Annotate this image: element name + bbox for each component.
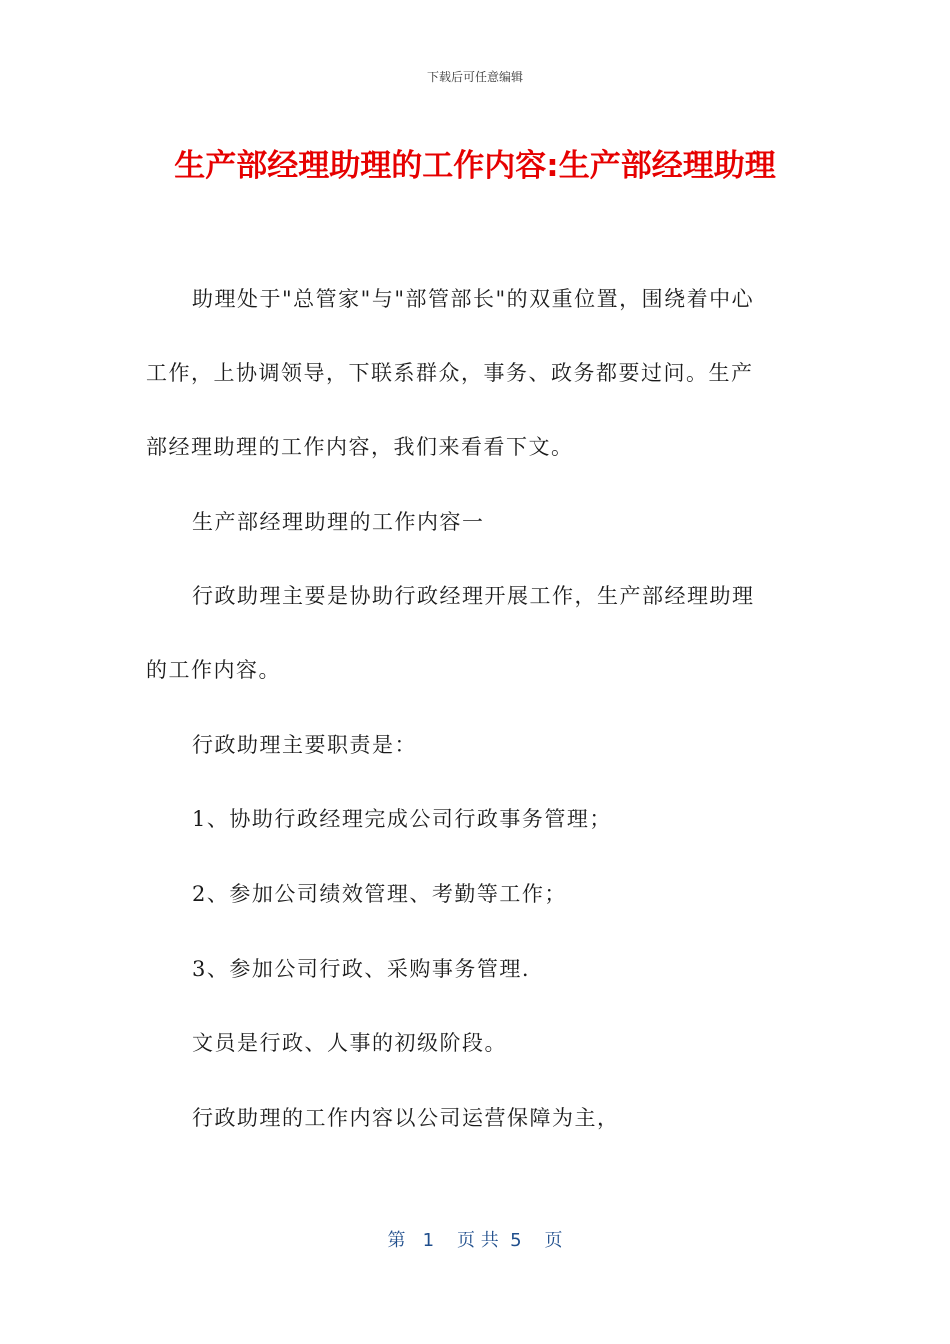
paragraph-line: 的工作内容。 (146, 658, 281, 682)
paragraph-line: 行政助理的工作内容以公司运营保障为主， (192, 1106, 620, 1130)
paragraph-line: 部经理助理的工作内容，我们来看看下文。 (146, 435, 574, 459)
paragraph-line: 工作，上协调领导，下联系群众，事务、政务都要过问。生产 (146, 361, 754, 385)
paragraph-line: 行政助理主要是协助行政经理开展工作，生产部经理助理 (192, 584, 755, 608)
header-note: 下载后可任意编辑 (426, 70, 523, 84)
paragraph-line: 文员是行政、人事的初级阶段。 (192, 1031, 507, 1055)
list-item: 3、参加公司行政、采购事务管理. (192, 957, 531, 981)
page-indicator: 第 1 页 共 5 页 (387, 1230, 563, 1251)
list-item: 2、参加公司绩效管理、考勤等工作； (192, 882, 567, 906)
paragraph-line: 行政助理主要职责是： (192, 733, 417, 757)
list-item: 1、协助行政经理完成公司行政事务管理； (192, 807, 612, 831)
section-heading: 生产部经理助理的工作内容一 (192, 510, 485, 534)
paragraph-line: 助理处于"总管家"与"部管部长"的双重位置，围绕着中心 (192, 287, 755, 311)
document-title: 生产部经理助理的工作内容:生产部经理助理 (174, 148, 776, 184)
